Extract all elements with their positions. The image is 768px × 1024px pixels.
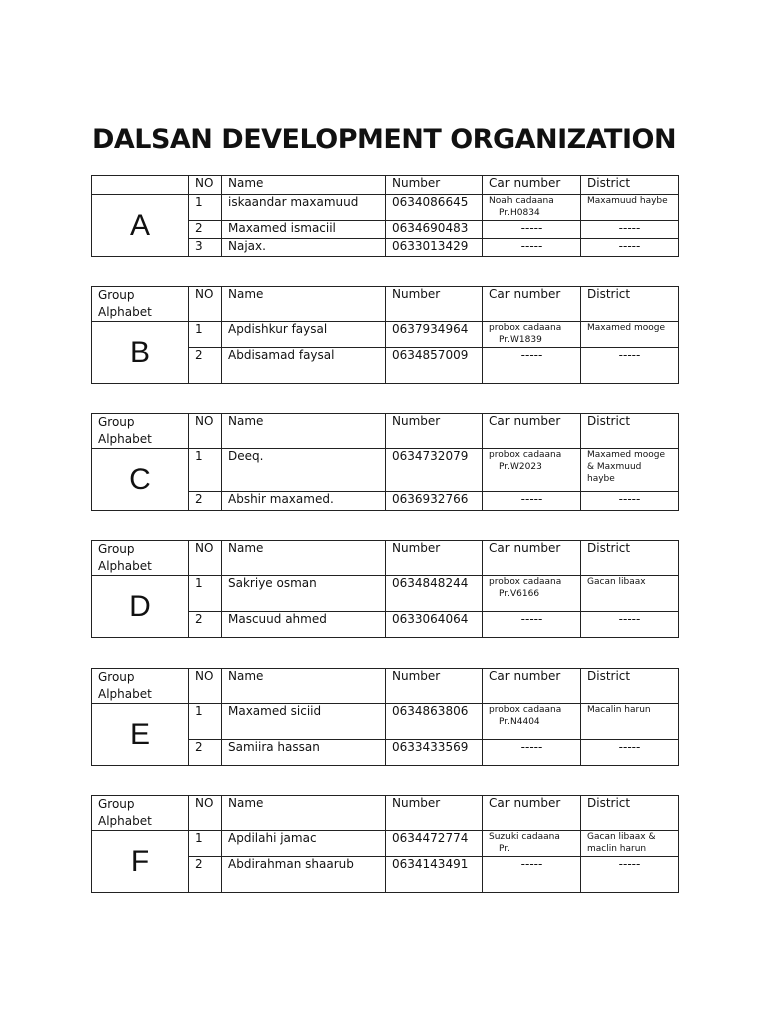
row-name: Maxamed ismaciil <box>222 221 386 239</box>
header-car-number: Car number <box>483 669 581 704</box>
table-row <box>92 449 679 492</box>
row-name: Najax. <box>222 239 386 257</box>
header-no: NO <box>189 796 222 831</box>
row-car-number: Suzuki cadaana Pr. <box>483 831 581 857</box>
row-car-number: probox cadaana Pr.V6166 <box>483 576 581 612</box>
row-number: 0634857009 <box>386 348 483 384</box>
row-car-number: probox cadaana Pr.W2023 <box>483 449 581 492</box>
table-row <box>92 831 679 857</box>
row-number: 0636932766 <box>386 492 483 511</box>
row-name: Deeq. <box>222 449 386 492</box>
row-name: Maxamed siciid <box>222 704 386 740</box>
row-name: Abshir maxamed. <box>222 492 386 511</box>
row-number: 0633013429 <box>386 239 483 257</box>
row-name: Samiira hassan <box>222 740 386 766</box>
header-name: Name <box>222 414 386 449</box>
row-no: 3 <box>189 239 222 257</box>
group-table-d <box>91 540 679 638</box>
row-number: 0634732079 <box>386 449 483 492</box>
row-district: Maxamed mooge & Maxmuud haybe <box>581 449 679 492</box>
row-no: 2 <box>189 348 222 384</box>
header-district: District <box>581 414 679 449</box>
row-district: Gacan libaax <box>581 576 679 612</box>
group-table-f <box>91 795 679 893</box>
row-district: ----- <box>581 857 679 893</box>
row-name: iskaandar maxamuud <box>222 195 386 221</box>
row-number: 0634848244 <box>386 576 483 612</box>
row-number: 0634472774 <box>386 831 483 857</box>
row-district: ----- <box>581 221 679 239</box>
row-no: 1 <box>189 704 222 740</box>
row-name: Mascuud ahmed <box>222 612 386 638</box>
header-group-alphabet: Group Alphabet <box>92 796 189 831</box>
row-no: 1 <box>189 576 222 612</box>
row-district: ----- <box>581 492 679 511</box>
row-no: 1 <box>189 449 222 492</box>
row-no: 1 <box>189 831 222 857</box>
row-car-number: probox cadaana Pr.N4404 <box>483 704 581 740</box>
header-number: Number <box>386 796 483 831</box>
header-car-number: Car number <box>483 287 581 322</box>
row-number: 0634086645 <box>386 195 483 221</box>
row-name: Apdilahi jamac <box>222 831 386 857</box>
header-district: District <box>581 796 679 831</box>
row-car-number: ----- <box>483 857 581 893</box>
row-no: 2 <box>189 221 222 239</box>
header-no: NO <box>189 541 222 576</box>
header-group-alphabet: Group Alphabet <box>92 541 189 576</box>
header-name: Name <box>222 669 386 704</box>
group-letter: B <box>92 322 189 384</box>
row-district: Maxamuud haybe <box>581 195 679 221</box>
header-number: Number <box>386 176 483 195</box>
header-name: Name <box>222 176 386 195</box>
header-number: Number <box>386 669 483 704</box>
header-number: Number <box>386 541 483 576</box>
row-car-number: probox cadaana Pr.W1839 <box>483 322 581 348</box>
group-table-c <box>91 413 679 511</box>
group-letter: E <box>92 704 189 766</box>
group-letter: A <box>92 195 189 257</box>
header-car-number: Car number <box>483 796 581 831</box>
header-district: District <box>581 669 679 704</box>
header-group-alphabet: Group Alphabet <box>92 287 189 322</box>
header-group-alphabet: Group Alphabet <box>92 414 189 449</box>
row-district: ----- <box>581 348 679 384</box>
row-district: Gacan libaax & maclin harun <box>581 831 679 857</box>
row-car-number: ----- <box>483 348 581 384</box>
row-district: Maxamed mooge <box>581 322 679 348</box>
group-letter: C <box>92 449 189 511</box>
row-name: Apdishkur faysal <box>222 322 386 348</box>
row-number: 0634690483 <box>386 221 483 239</box>
table-row <box>92 576 679 612</box>
row-no: 2 <box>189 740 222 766</box>
row-no: 2 <box>189 857 222 893</box>
header-name: Name <box>222 796 386 831</box>
table-row <box>92 704 679 740</box>
row-number: 0633064064 <box>386 612 483 638</box>
header-no: NO <box>189 287 222 322</box>
row-car-number: ----- <box>483 740 581 766</box>
row-number: 0637934964 <box>386 322 483 348</box>
page-title: DALSAN DEVELOPMENT ORGANIZATION <box>91 124 677 155</box>
row-district: ----- <box>581 612 679 638</box>
header-name: Name <box>222 541 386 576</box>
row-number: 0633433569 <box>386 740 483 766</box>
row-no: 1 <box>189 322 222 348</box>
row-number: 0634143491 <box>386 857 483 893</box>
header-district: District <box>581 176 679 195</box>
row-name: Abdirahman shaarub <box>222 857 386 893</box>
row-car-number: ----- <box>483 492 581 511</box>
group-table-a <box>91 175 679 257</box>
group-letter: F <box>92 831 189 893</box>
row-name: Abdisamad faysal <box>222 348 386 384</box>
header-car-number: Car number <box>483 176 581 195</box>
header-car-number: Car number <box>483 541 581 576</box>
row-district: ----- <box>581 239 679 257</box>
table-row <box>92 195 679 221</box>
header-no: NO <box>189 414 222 449</box>
row-number: 0634863806 <box>386 704 483 740</box>
row-no: 2 <box>189 612 222 638</box>
group-letter: D <box>92 576 189 638</box>
row-district: ----- <box>581 740 679 766</box>
header-no: NO <box>189 669 222 704</box>
header-district: District <box>581 287 679 322</box>
row-no: 2 <box>189 492 222 511</box>
group-header-cell <box>92 176 189 195</box>
header-number: Number <box>386 287 483 322</box>
row-district: Macalin harun <box>581 704 679 740</box>
group-table-b <box>91 286 679 384</box>
header-name: Name <box>222 287 386 322</box>
row-car-number: ----- <box>483 239 581 257</box>
header-no: NO <box>189 176 222 195</box>
row-car-number: Noah cadaana Pr.H0834 <box>483 195 581 221</box>
group-table-e <box>91 668 679 766</box>
row-car-number: ----- <box>483 612 581 638</box>
row-no: 1 <box>189 195 222 221</box>
header-group-alphabet: Group Alphabet <box>92 669 189 704</box>
table-row <box>92 322 679 348</box>
row-car-number: ----- <box>483 221 581 239</box>
row-name: Sakriye osman <box>222 576 386 612</box>
header-car-number: Car number <box>483 414 581 449</box>
header-district: District <box>581 541 679 576</box>
header-number: Number <box>386 414 483 449</box>
